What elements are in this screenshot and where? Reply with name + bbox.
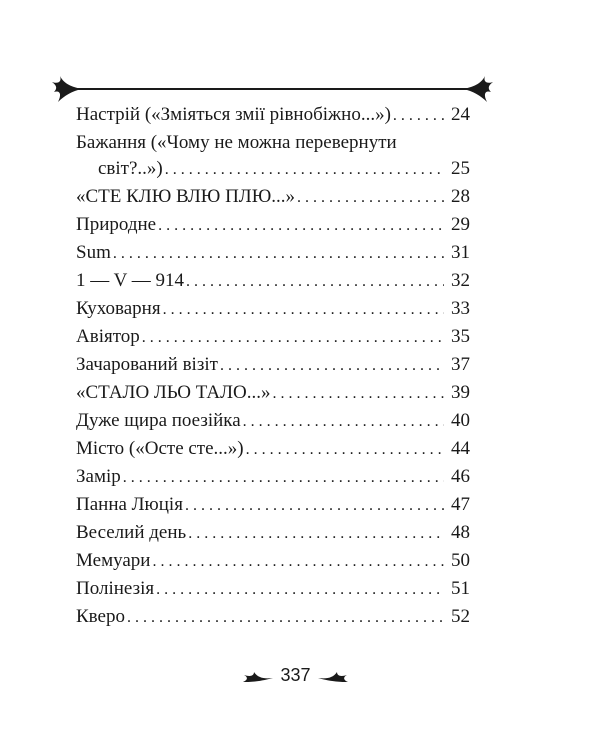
toc-entry[interactable] [76, 575, 470, 603]
toc-entry-page: 37 [451, 354, 470, 375]
toc-entry-title: Дуже щира поезійка [76, 407, 243, 435]
dot-leader [158, 212, 444, 240]
toc-entry-page: 24 [451, 104, 470, 125]
dot-leader [163, 296, 444, 324]
dot-leader [246, 436, 444, 464]
toc-entry-page: 51 [451, 578, 470, 599]
toc-entry[interactable] [76, 491, 470, 519]
dot-leader [393, 102, 444, 130]
toc-entry[interactable] [76, 267, 470, 295]
dot-leader [127, 604, 444, 632]
toc-entry-page: 32 [451, 270, 470, 291]
toc-entry-page: 35 [451, 326, 470, 347]
dot-leader [113, 240, 444, 268]
dot-leader [185, 492, 444, 520]
toc-entry[interactable] [76, 547, 470, 575]
footer-ornament-left-icon [240, 666, 274, 684]
toc-entry-page: 46 [451, 466, 470, 487]
dot-leader [188, 520, 444, 548]
dot-leader [186, 268, 444, 296]
page-footer [0, 660, 591, 690]
dot-leader [165, 156, 444, 184]
toc-entry-page: 39 [451, 382, 470, 403]
toc-entry-title: Панна Люція [76, 491, 185, 519]
toc-entry[interactable] [76, 211, 470, 239]
dot-leader [243, 408, 444, 436]
toc-entry-title: Кверо [76, 603, 127, 631]
toc-entry-title: Місто («Осте сте...») [76, 435, 246, 463]
toc-entry[interactable] [76, 463, 470, 491]
toc-entry-title-cont: світ?..») [98, 155, 165, 183]
dot-leader [272, 380, 444, 408]
toc-entry[interactable] [76, 519, 470, 547]
toc-entry[interactable] [76, 295, 470, 323]
toc-entry-title: Бажання («Чому не можна перевернути [76, 132, 397, 153]
toc-entry-page: 48 [451, 522, 470, 543]
toc-entry-title: Зачарований візіт [76, 351, 220, 379]
toc-entry[interactable] [76, 351, 470, 379]
dot-leader [156, 576, 444, 604]
toc-entry[interactable] [76, 323, 470, 351]
toc-entry-page: 47 [451, 494, 470, 515]
toc-entry-page: 50 [451, 550, 470, 571]
dot-leader [297, 184, 444, 212]
toc-entry-title: Мемуари [76, 547, 152, 575]
toc-entry-title: 1 — V — 914 [76, 267, 186, 295]
toc-entry-title: Авіятор [76, 323, 142, 351]
dot-leader [220, 352, 444, 380]
toc-entry-title: «СТЕ КЛЮ ВЛЮ ПЛЮ...» [76, 183, 297, 211]
table-of-contents [76, 101, 470, 631]
toc-entry-page: 29 [451, 214, 470, 235]
toc-entry-page: 25 [451, 158, 470, 179]
toc-entry-page: 40 [451, 410, 470, 431]
toc-entry[interactable] [76, 435, 470, 463]
toc-entry-title: Полінезія [76, 575, 156, 603]
toc-entry-title: Настрій («Зміяться змії рівнобіжно...») [76, 101, 393, 129]
toc-entry-page: 44 [451, 438, 470, 459]
toc-entry-page: 28 [451, 186, 470, 207]
footer-ornament-right-icon [317, 666, 351, 684]
toc-entry-title: Веселий день [76, 519, 188, 547]
toc-entry-title: Замір [76, 463, 123, 491]
toc-entry-title: Природне [76, 211, 158, 239]
dot-leader [142, 324, 444, 352]
dot-leader [123, 464, 444, 492]
toc-entry[interactable] [76, 183, 470, 211]
dot-leader [152, 548, 444, 576]
toc-entry-title: Sum [76, 239, 113, 267]
toc-entry[interactable] [76, 379, 470, 407]
toc-entry[interactable] [76, 603, 470, 631]
toc-entry[interactable] [76, 407, 470, 435]
toc-entry-page: 31 [451, 242, 470, 263]
toc-entry-title: Куховарня [76, 295, 163, 323]
header-rule [72, 88, 476, 90]
toc-entry[interactable] [76, 129, 470, 183]
toc-entry-page: 33 [451, 298, 470, 319]
toc-entry[interactable] [76, 239, 470, 267]
toc-entry-title: «СТАЛО ЛЬО ТАЛО...» [76, 379, 272, 407]
toc-entry[interactable] [76, 101, 470, 129]
page-number: 337 [280, 664, 311, 685]
toc-entry-page: 52 [451, 606, 470, 627]
